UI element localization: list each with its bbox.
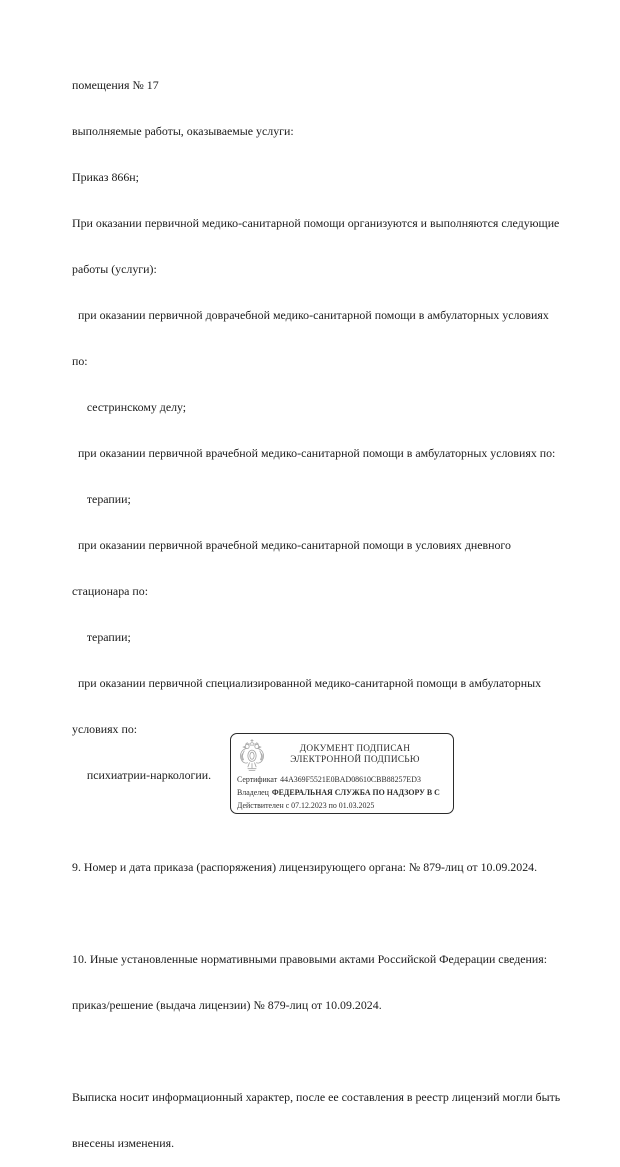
owner-line [237, 786, 447, 799]
validity-line: Действителен с 07.12.2023 по 01.03.2025 [237, 801, 375, 810]
document-line: условиях по: [72, 722, 138, 737]
document-line: по: [72, 353, 88, 368]
document-line: при оказании первичной врачебной медико-санитарной помощи в условиях дневного [72, 538, 511, 552]
document-line-blank [72, 1044, 592, 1059]
stamp-title [267, 744, 447, 767]
document-line: работы (услуги): [72, 261, 157, 276]
stamp-header [237, 738, 447, 772]
document-line: приказ/решение (выдача лицензии) № 879-лиц от 10.09.2024. [72, 998, 382, 1013]
electronic-signature-stamp [230, 733, 454, 814]
document-line: сестринскому делу; [72, 399, 187, 414]
document-line: при оказании первичной специализированной медико-санитарной помощи в амбулаторных [72, 676, 542, 691]
document-line: Выписка носит информационный характер, после ее составления в реестр лицензий могли быть [72, 1090, 561, 1105]
document-line: 9. Номер и дата приказа (распоряжения) лицензирующего органа: № 879-лиц от 10.09.2024. [72, 860, 538, 875]
document-line: стационара по: [72, 584, 149, 599]
document-line: внесены изменения. [72, 1136, 175, 1151]
document-line: при оказании первичной доврачебной медико-санитарной помощи в амбулаторных условиях [72, 307, 549, 322]
certificate-value: 44A369F5521E0BAD08610CBB88257ED3 [280, 775, 421, 784]
document-line: при оказании первичной врачебной медико-санитарной помощи в амбулаторных условиях по: [72, 445, 556, 460]
document-line-blank [72, 814, 592, 829]
document-line: выполняемые работы, оказываемые услуги: [72, 123, 294, 138]
stamp-title-line2: ЭЛЕКТРОННОЙ ПОДПИСЬЮ [290, 755, 420, 765]
owner-label: Владелец [237, 788, 269, 797]
document-line: Приказ 866н; [72, 169, 139, 184]
document-line-blank [72, 906, 592, 921]
certificate-label: Сертификат [237, 775, 278, 784]
document-line: 10. Иные установленные нормативными правовыми актами Российской Федерации сведения: [72, 952, 548, 967]
document-line: помещения № 17 [72, 77, 159, 92]
certificate-line [237, 773, 447, 786]
document-body [72, 47, 592, 1167]
document-line: психиатрии-наркологии. [72, 768, 212, 783]
document-line: При оказании первичной медико-санитарной помощи организуются и выполняются следующие [72, 215, 560, 230]
document-line: терапии; [72, 491, 131, 506]
stamp-title-line1: ДОКУМЕНТ ПОДПИСАН [299, 743, 411, 754]
coat-of-arms-icon [237, 738, 267, 772]
owner-value: ФЕДЕРАЛЬНАЯ СЛУЖБА ПО НАДЗОРУ В С [271, 788, 440, 797]
stamp-details [237, 773, 447, 812]
document-line: терапии; [72, 630, 131, 645]
